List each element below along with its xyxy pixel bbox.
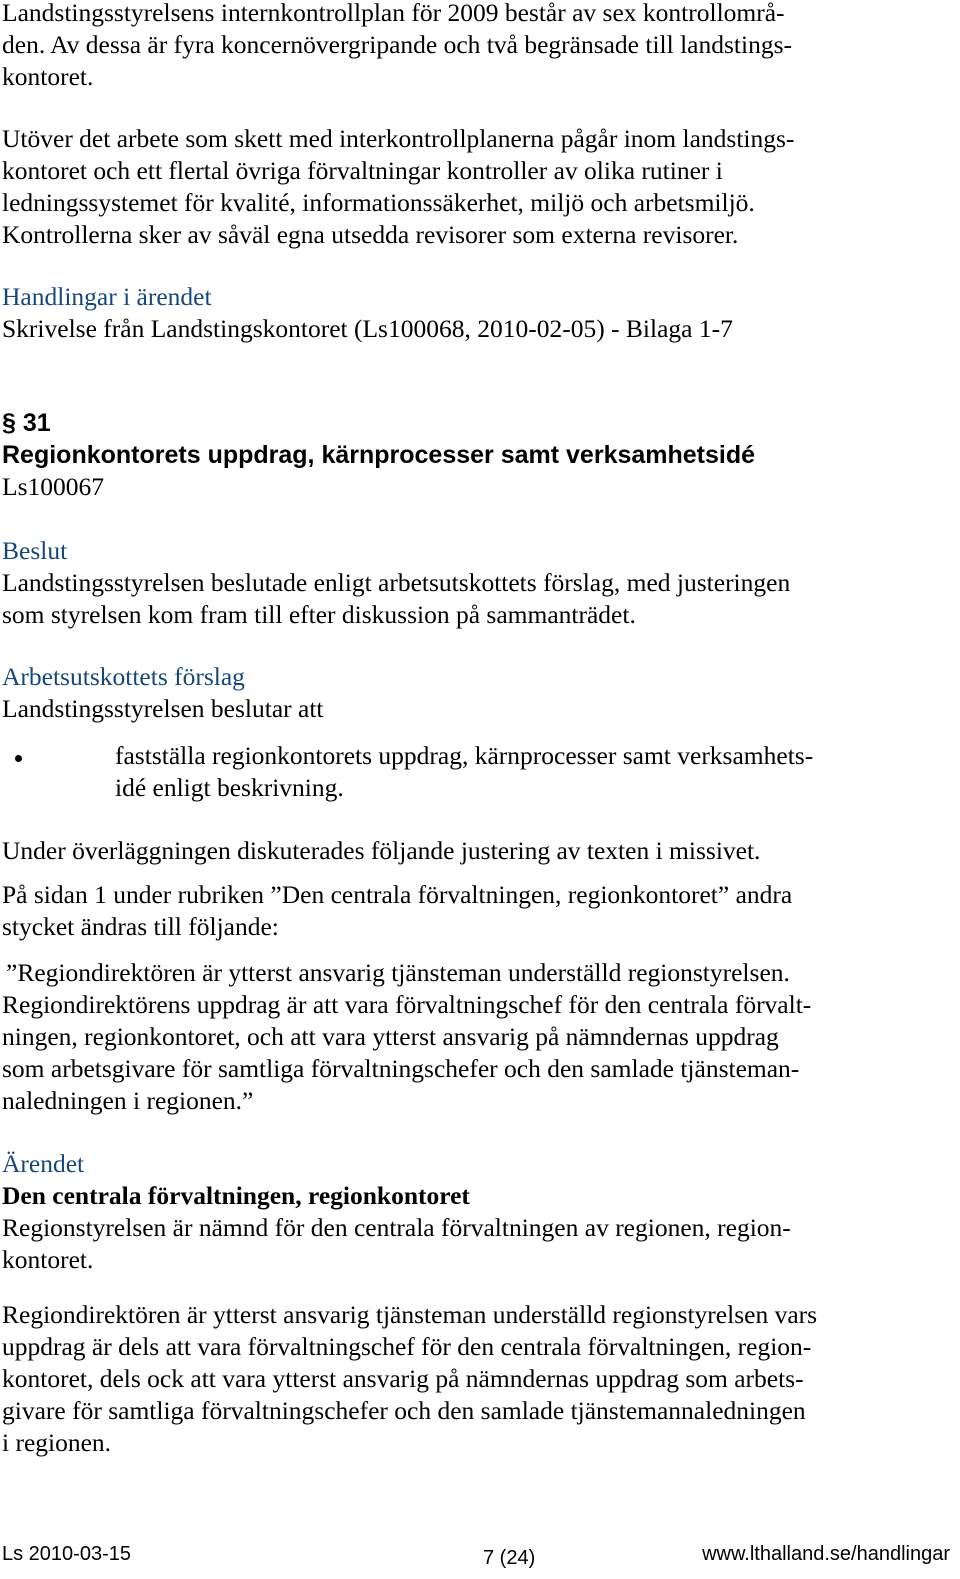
section-reference: Ls100067: [2, 472, 104, 501]
quote-line: Regiondirektörens uppdrag är att vara förvaltningschef för den centrala förvalt-: [2, 990, 812, 1019]
sidan-line: stycket ändras till följande:: [2, 912, 279, 941]
arendet-subheading: Den centrala förvaltningen, regionkontoret: [2, 1181, 470, 1210]
footer-link[interactable]: www.lthalland.se/handlingar: [702, 1543, 950, 1565]
arendet-line: uppdrag är dels att vara förvaltningschef för den centrala förvaltningen, region-: [2, 1332, 812, 1361]
footer-date: Ls 2010-03-15: [2, 1543, 131, 1565]
sidan-line: På sidan 1 under rubriken ”Den centrala förvaltningen, regionkontoret” andra: [2, 880, 793, 909]
handlingar-heading: Handlingar i ärendet: [2, 282, 212, 311]
handlingar-text: Skrivelse från Landstingskontoret (Ls100068, 2010-02-05) - Bilaga 1-7: [2, 314, 733, 343]
quote-line: ningen, regionkontoret, och att vara ytterst ansvarig på nämndernas uppdrag: [2, 1022, 779, 1051]
arendet-line: i regionen.: [2, 1428, 112, 1457]
arendet-line: givare för samtliga förvaltningschefer och den samlade tjänstemannaledningen: [2, 1396, 806, 1425]
section-title: Regionkontorets uppdrag, kärnprocesser samt verksamhetsidé: [2, 441, 756, 469]
beslut-line: Landstingsstyrelsen beslutade enligt arbetsutskottets förslag, med justeringen: [2, 568, 791, 597]
bullet-icon: [15, 755, 22, 762]
quote-line: som arbetsgivare för samtliga förvaltningschefer och den samlade tjänsteman-: [2, 1054, 800, 1083]
arendet-line: Regiondirektören är ytterst ansvarig tjänsteman underställd regionstyrelsen vars: [2, 1300, 818, 1329]
section-number: [2, 407, 51, 439]
arendet-heading: Ärendet: [2, 1149, 85, 1178]
arendet-line: Regionstyrelsen är nämnd för den centrala förvaltningen av regionen, region-: [2, 1213, 791, 1242]
paragraph-line: kontoret och ett flertal övriga förvaltningar kontroller av olika rutiner i: [2, 156, 723, 185]
paragraph-line: kontoret.: [2, 62, 94, 91]
bullet-text-line: fastställa regionkontorets uppdrag, kärnprocesser samt verksamhets-: [115, 741, 814, 770]
paragraph-line: Kontrollerna sker av såväl egna utsedda revisorer som externa revisorer.: [2, 220, 739, 249]
paragraph-line: den. Av dessa är fyra koncernövergripande och två begränsade till landstings-: [2, 30, 793, 59]
arendet-line: kontoret.: [2, 1245, 94, 1274]
discussion-text: Under överläggningen diskuterades följande justering av texten i missivet.: [2, 836, 761, 865]
section-symbol: §: [2, 409, 16, 437]
beslut-line: som styrelsen kom fram till efter diskussion på sammanträdet.: [2, 600, 636, 629]
quote-line: naledningen i regionen.”: [2, 1086, 254, 1115]
forslag-intro: Landstingsstyrelsen beslutar att: [2, 694, 324, 723]
arendet-line: kontoret, dels ock att vara ytterst ansvarig på nämndernas uppdrag som arbets-: [2, 1364, 804, 1393]
paragraph-line: ledningssystemet för kvalité, informationssäkerhet, miljö och arbetsmiljö.: [2, 188, 755, 217]
forslag-heading: Arbetsutskottets förslag: [2, 662, 245, 691]
footer-page-number: 7 (24): [483, 1547, 536, 1569]
paragraph-line: Utöver det arbete som skett med interkontrollplanerna pågår inom landstings-: [2, 124, 795, 153]
section-number-value: 31: [22, 409, 51, 437]
bullet-text-line: idé enligt beskrivning.: [115, 773, 344, 802]
beslut-heading: Beslut: [2, 536, 68, 565]
quote-line: ”Regiondirektören är ytterst ansvarig tjänsteman underställd regionstyrelsen.: [6, 958, 790, 987]
paragraph-line: Landstingsstyrelsens internkontrollplan för 2009 består av sex kontrollområ-: [2, 0, 785, 27]
